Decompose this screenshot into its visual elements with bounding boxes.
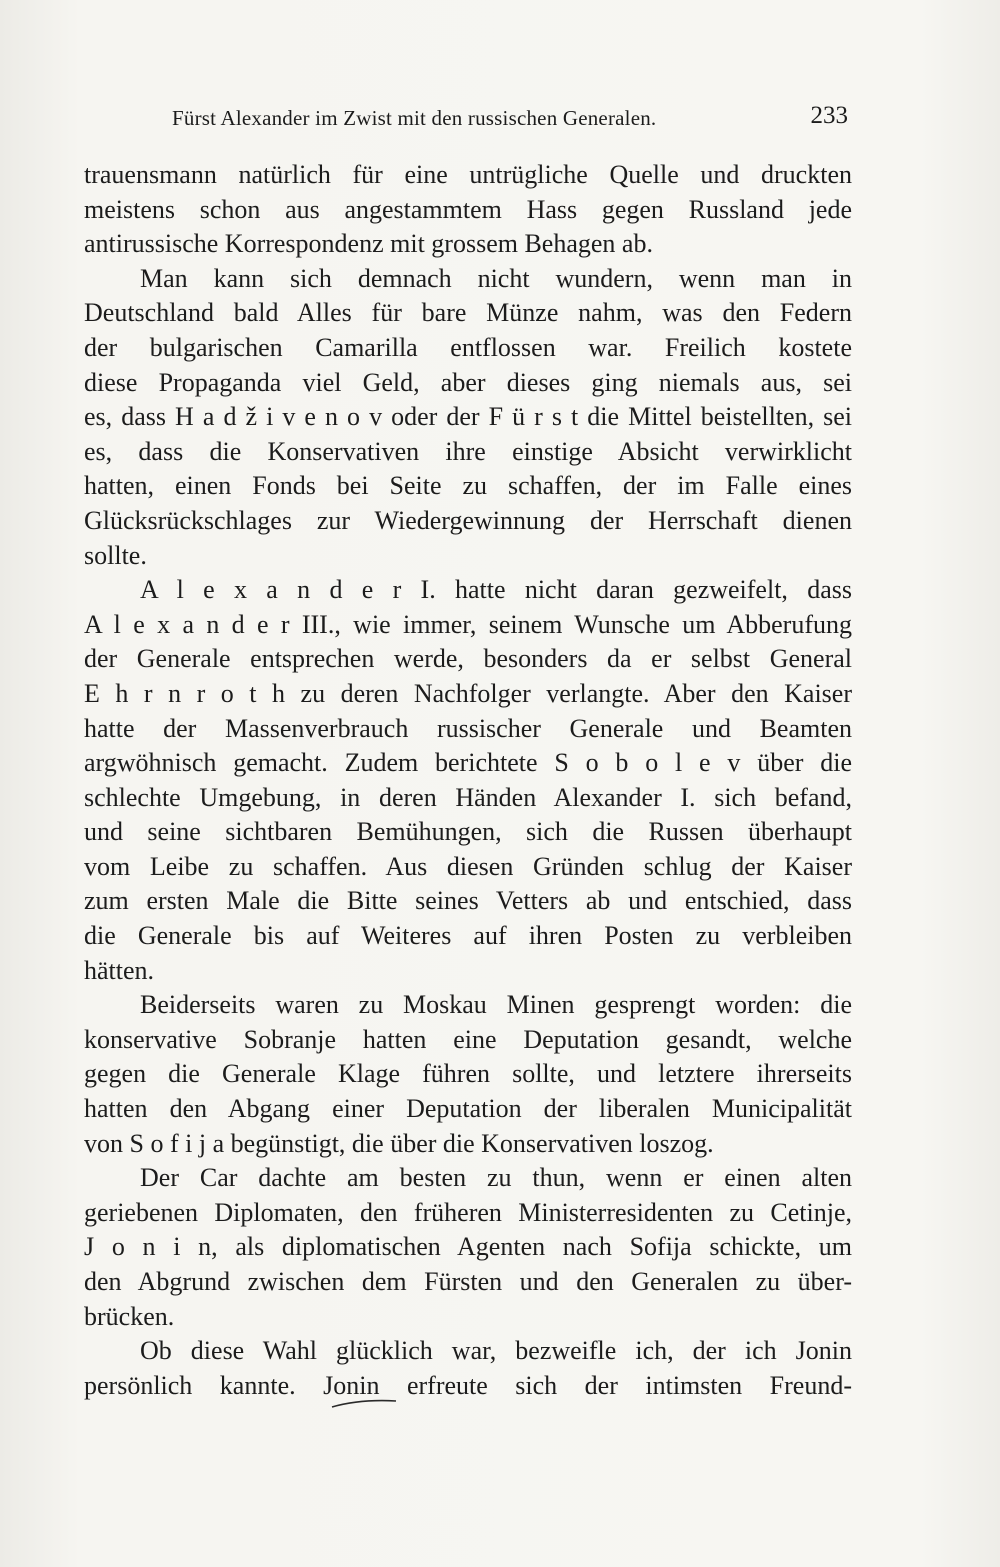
text-line: A l e x a n d e r III., wie immer, seinem Wunsche um Abberufung (84, 609, 852, 639)
text-line: es, dass die Konservativen ihre einstige Absicht verwirklicht (84, 436, 852, 466)
text-line: antirussische Korrespondenz mit grossem Behagen ab. (84, 229, 653, 259)
text-line: gegen die Generale Klage führen sollte, und letztere ihrerseits (84, 1059, 852, 1089)
text-line: hatten den Abgang einer Deputation der liberalen Municipalität (84, 1094, 852, 1124)
text-line: der Generale entsprechen werde, besonders da er selbst General (84, 644, 852, 674)
text-line: schlechte Umgebung, in deren Händen Alexander I. sich befand, (84, 782, 852, 812)
text-line: geriebenen Diplomaten, den früheren Ministerresidenten zu Cetinje, (84, 1197, 852, 1227)
text-line: Beiderseits waren zu Moskau Minen gesprengt worden: die (140, 990, 852, 1020)
text-line: von S o f i j a begünstigt, die über die Konservativen loszog. (84, 1128, 714, 1158)
text-line: zum ersten Male die Bitte seines Vetters ab und entschied, dass (84, 886, 852, 916)
page-number: 233 (810, 102, 848, 129)
running-head (84, 100, 852, 136)
text-line: A l e x a n d e r I. hatte nicht daran gezweifelt, dass (140, 575, 852, 605)
text-line: die Generale bis auf Weiteres auf ihren Posten zu verbleiben (84, 921, 852, 951)
text-line: Der Car dachte am besten zu thun, wenn er einen alten (140, 1163, 852, 1193)
text-line: diese Propaganda viel Geld, aber dieses ging niemals aus, sei (84, 367, 852, 397)
text-line: persönlich kannte. Jonin erfreute sich der intimsten Freund- (84, 1370, 852, 1400)
text-line: es, dass H a d ž i v e n o v oder der F ü r s t die Mittel beistellten, sei (84, 402, 852, 432)
text-line: J o n i n, als diplomatischen Agenten nach Sofija schickte, um (84, 1232, 852, 1262)
text-line: Man kann sich demnach nicht wundern, wenn man in (140, 263, 852, 293)
running-title: Fürst Alexander im Zwist mit den russischen Generalen. (172, 106, 657, 130)
text-line: brücken. (84, 1301, 175, 1331)
text-line: hatten, einen Fonds bei Seite zu schaffen, der im Falle eines (84, 471, 852, 501)
text-line: vom Leibe zu schaffen. Aus diesen Gründen schlug der Kaiser (84, 851, 852, 881)
text-line: den Abgrund zwischen dem Fürsten und den Generalen zu über- (84, 1267, 852, 1296)
text-line: und seine sichtbaren Bemühungen, sich die Russen überhaupt (84, 817, 852, 847)
text-line: Deutschland bald Alles für bare Münze nahm, was den Federn (84, 298, 852, 328)
text-line: hatte der Massenverbrauch russischer Generale und Beamten (84, 713, 852, 743)
body-text (84, 158, 852, 1403)
text-line: hätten. (84, 955, 155, 985)
text-line: konservative Sobranje hatten eine Deputation gesandt, welche (84, 1024, 852, 1054)
text-line: Glücksrückschlages zur Wiedergewinnung der Herrschaft dienen (84, 505, 852, 535)
text-line: sollte. (84, 540, 147, 570)
pencil-underline-mark (330, 1395, 400, 1411)
text-line: trauensmann natürlich für eine untrügliche Quelle und druckten (84, 160, 852, 189)
text-line: E h r n r o t h zu deren Nachfolger verlangte. Aber den Kaiser (84, 678, 852, 708)
text-line: argwöhnisch gemacht. Zudem berichtete S o b o l e v über die (84, 748, 852, 778)
text-line: meistens schon aus angestammtem Hass gegen Russland jede (84, 194, 852, 224)
text-line: Ob diese Wahl glücklich war, bezweifle ich, der ich Jonin (140, 1336, 852, 1366)
text-line: der bulgarischen Camarilla entflossen war. Freilich kostete (84, 332, 852, 362)
